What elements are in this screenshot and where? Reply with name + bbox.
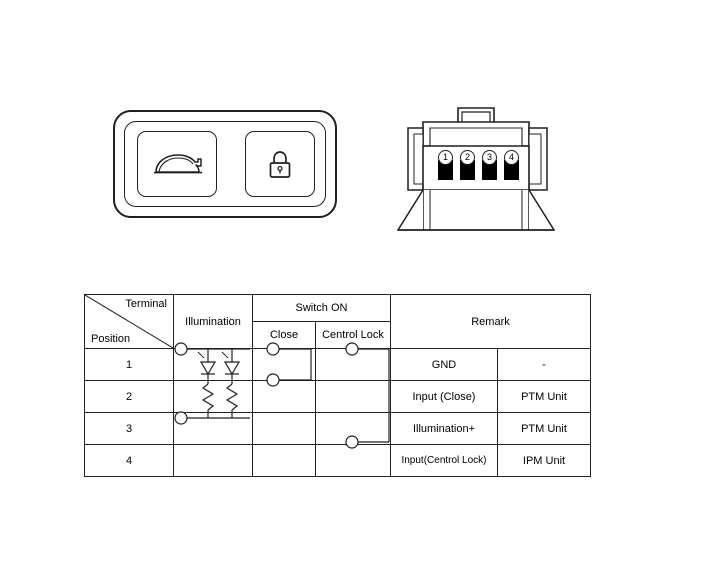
cell-illumination-4 — [174, 445, 253, 477]
table-row — [85, 413, 591, 445]
pin-number-3: 3 — [482, 150, 497, 165]
door-lock-icon — [266, 150, 294, 180]
corner-header-cell — [85, 295, 174, 349]
cell-remark-1: GND — [391, 349, 498, 381]
cell-close-1 — [253, 349, 316, 381]
cell-position-2: 2 — [85, 381, 174, 413]
pin-number-2: 2 — [460, 150, 475, 165]
cell-position-4: 4 — [85, 445, 174, 477]
illumination-header: Illumination — [174, 295, 253, 349]
centrol-lock-header: Centrol Lock — [316, 322, 391, 349]
table-row — [85, 381, 591, 413]
position-label: Position — [91, 333, 131, 345]
cell-unit-3: PTM Unit — [498, 413, 591, 445]
table-header-row — [85, 295, 591, 322]
cell-close-4 — [253, 445, 316, 477]
switch-on-header: Switch ON — [253, 295, 391, 322]
cell-unit-4: IPM Unit — [498, 445, 591, 477]
terminal-label: Terminal — [125, 298, 167, 310]
cell-illumination-1 — [174, 349, 253, 381]
cell-unit-2: PTM Unit — [498, 381, 591, 413]
pin-number-4: 4 — [504, 150, 519, 165]
cell-position-1: 1 — [85, 349, 174, 381]
pin-number-1: 1 — [438, 150, 453, 165]
cell-remark-4: Input(Centrol Lock) — [391, 445, 498, 477]
trunk-open-icon — [152, 150, 204, 178]
cell-centrol-lock-4 — [316, 445, 391, 477]
remark-header: Remark — [391, 295, 591, 349]
close-header: Close — [253, 322, 316, 349]
cell-centrol-lock-1 — [316, 349, 391, 381]
cell-unit-1: - — [498, 349, 591, 381]
cell-remark-2: Input (Close) — [391, 381, 498, 413]
cell-position-3: 3 — [85, 413, 174, 445]
cell-centrol-lock-2 — [316, 381, 391, 413]
cell-centrol-lock-3 — [316, 413, 391, 445]
cell-illumination-2 — [174, 381, 253, 413]
cell-illumination-3 — [174, 413, 253, 445]
connector-drawing — [390, 98, 630, 238]
table-row — [85, 445, 591, 477]
cell-remark-3: Illumination+ — [391, 413, 498, 445]
cell-close-3 — [253, 413, 316, 445]
terminal-function-table — [84, 294, 591, 477]
table-row — [85, 349, 591, 381]
cell-close-2 — [253, 381, 316, 413]
